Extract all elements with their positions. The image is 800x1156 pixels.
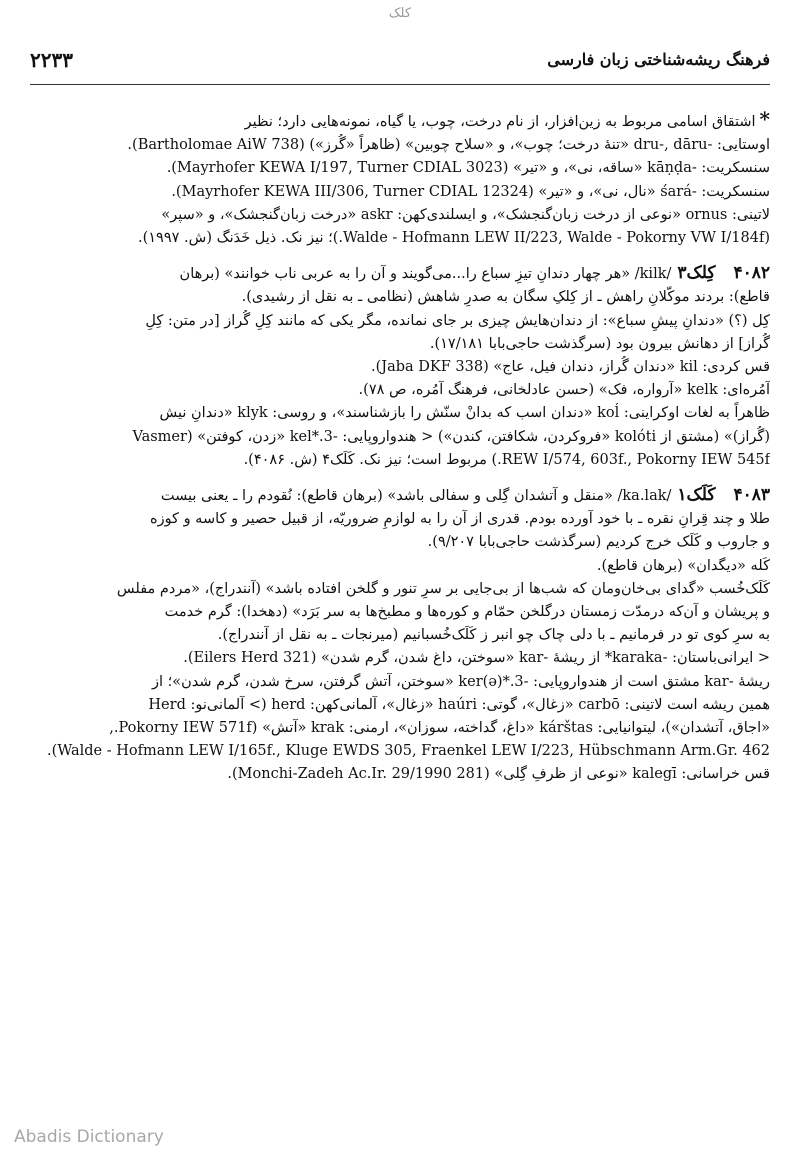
header-rule	[30, 84, 770, 85]
top-word: کلک	[388, 6, 412, 21]
entry-first-line: ۴۰۸۲کِلک۳/kilk/ «هر چهار دندانِ تیزِ سباع را...می‌گویند و آن را به عربی ناب خوانند» (برهان	[179, 263, 770, 284]
running-title: فرهنگ ریشه‌شناختی زبان فارسی	[547, 50, 770, 69]
text-line: گُراز] از دهانش بیرون بود (سرگذشت حاجی‌بابا ۱۷/۱۸۱).	[429, 335, 770, 352]
text-line: قس خراسانی: kalegī «نوعی از ظرفِ گِلی» (Monchi-Zadeh Ac.Ir. 29/1990 281).	[227, 766, 770, 783]
text-line: آمُره‌ای: kelk «آرواره، فک» (حسن عادلخانی، فرهنگ آمُره، ص ۷۸).	[358, 382, 770, 399]
star-mark: *	[759, 108, 770, 131]
entry-number: ۴۰۸۳	[733, 485, 770, 506]
text-line: و پریشان و آن‌که درمدّت زمستان درگلخن حمّام و کوره‌ها و مطبخ‌ها به سر بَرَد» (دهخدا): گرم خدمت	[164, 604, 770, 621]
page-body	[30, 108, 770, 787]
headword: کَلَک۱	[677, 485, 716, 506]
star-block	[30, 108, 770, 250]
text-line: (Walde - Hofmann LEW II/223, Walde - Pokorny VW I/184f.)؛ نیز نک. ذیل خَدَنگ (ش. ۱۹۹۷).	[137, 230, 770, 247]
text-line: به سرِ کوی تو در فرمانیم ـ با دلی چاک چو انبر ز کَلَک‌خُسبانیم (میرنجات ـ به نقل از آنندراج).	[217, 627, 770, 644]
text-line: ریشهٔ -kar مشتق است از هندواروپایی: -3.*ker(ə) «سوختن، آتش گرفتن، سرخ شدن، گرم شدن»؛ از	[152, 673, 770, 690]
text-line: سنسکریت: -kāṇḍa «ساقه، نی»، و «تیر» (Mayrhofer KEWA I/197, Turner CDIAL 3023).	[166, 160, 770, 177]
page-header	[30, 48, 770, 78]
text-line: سنسکریت: -śará «نال، نی»، و «تیر» (Mayrhofer KEWA III/306, Turner CDIAL 12324).	[171, 183, 770, 200]
text-line: لاتینی: ornus «نوعی از درخت زبان‌گنجشک»، و ایسلندی‌کهن: askr «درخت زبان‌گنجشک»، و «سپر»	[161, 206, 770, 223]
text-line: طلا و چند قِرانِ نقره ـ با خود آورده بودم. قدری از آن را به لوازمِ ضروریّه، از قبیل حصیر و کاسه و کوزه	[149, 511, 770, 528]
watermark: Abadis Dictionary	[14, 1127, 164, 1147]
text-line: ظاهراً به لغات اوکراینی: koĺ «دندان اسب که بدانْ سنّش را بازشناسند»، و روسی: klyk «دندانِ نیش	[159, 405, 770, 422]
text-line: اوستایی: -dru-, dāru «تنهٔ درخت؛ چوب»، و «سلاح چوبین» (ظاهراً «گُرز») (Bartholomae AiW 738).	[127, 137, 770, 154]
text-line: و جاروب و کَلَک خرج کردیم (سرگذشت حاجی‌بابا ۹/۲۰۷).	[427, 534, 770, 551]
text-line: Walde - Hofmann LEW I/165f., Kluge EWDS 305, Fraenkel LEW I/223, Hübschmann Arm.Gr. 462).	[47, 743, 770, 760]
entry-number: ۴۰۸۲	[733, 263, 770, 284]
text-line: همین ریشه است لاتینی: carbō «زغال»، گوتی: haúri «زغال»، آلمانی‌کهن: herd (> آلمانی‌نو: Herd	[148, 696, 770, 713]
text-line: قس کردی: kil «دندان گُراز، دندان فیل، عاج» (Jaba DKF 338).	[370, 359, 770, 376]
text-line: *اشتقاق اسامی مربوط به زین‌افزار، از نام درخت، چوب، یا گیاه، نمونه‌هایی دارد؛ نظیر	[244, 108, 770, 131]
text-line: کَله «دیگدان» (برهان قاطع).	[596, 557, 770, 574]
entry-first-line: ۴۰۸۳کَلَک۱/ka.lak/ «منقل و آتشدان گِلی و سفالی باشد» (برهان قاطع): نُقودم را ـ یعنی بیست	[160, 485, 770, 506]
text-line: قاطع): بردند موکّلانِ راهش ـ از کِلکِ سگان به صدرِ شاهش (نظامی ـ به نقل از رشیدی).	[241, 289, 770, 306]
text-line: کَلَک‌خُسب «گدای بی‌خان‌ومان که شب‌ها از بی‌جایی بر سرِ تنور و گلخن افتاده باشد» (آنندراج)، «مردم مفلس	[116, 580, 770, 597]
entry-4083	[30, 484, 770, 787]
text-line: «اجاق، آتشدان»)، لیتوانیایی: kárštas «داغ، گداخته، سوزان»، ارمنی: krak «آتش» (Pokorny IEW 571f.,	[109, 720, 770, 737]
page-number: ۲۲۳۳	[30, 48, 73, 72]
text-line: REW I/574, 603f., Pokorny IEW 545f.) مربوط است؛ نیز نک. کَلَک۴ (ش. ۴۰۸۶).	[243, 451, 770, 468]
text-line: (گُراز)» (مشتق از kolóti «فروکردن، شکافتن، کندن») < هندواروپایی: -3.*kel «زدن، کوفتن» (Vasmer	[132, 428, 770, 445]
headword: کِلک۳	[677, 263, 716, 284]
text-line: < ایرانی‌باستان: -karaka* از ریشهٔ -kar «سوختن، داغ شدن، گرم شدن» (Eilers Herd 321).	[183, 650, 770, 667]
entry-4082	[30, 262, 770, 472]
text-line: کِل (؟) «دندانِ پیشِ سباع»: از دندان‌هایش چیزی بر جای نمانده، مگر یکی که مانند کِلِ گُراز [در متن: کِلِ	[145, 312, 770, 329]
